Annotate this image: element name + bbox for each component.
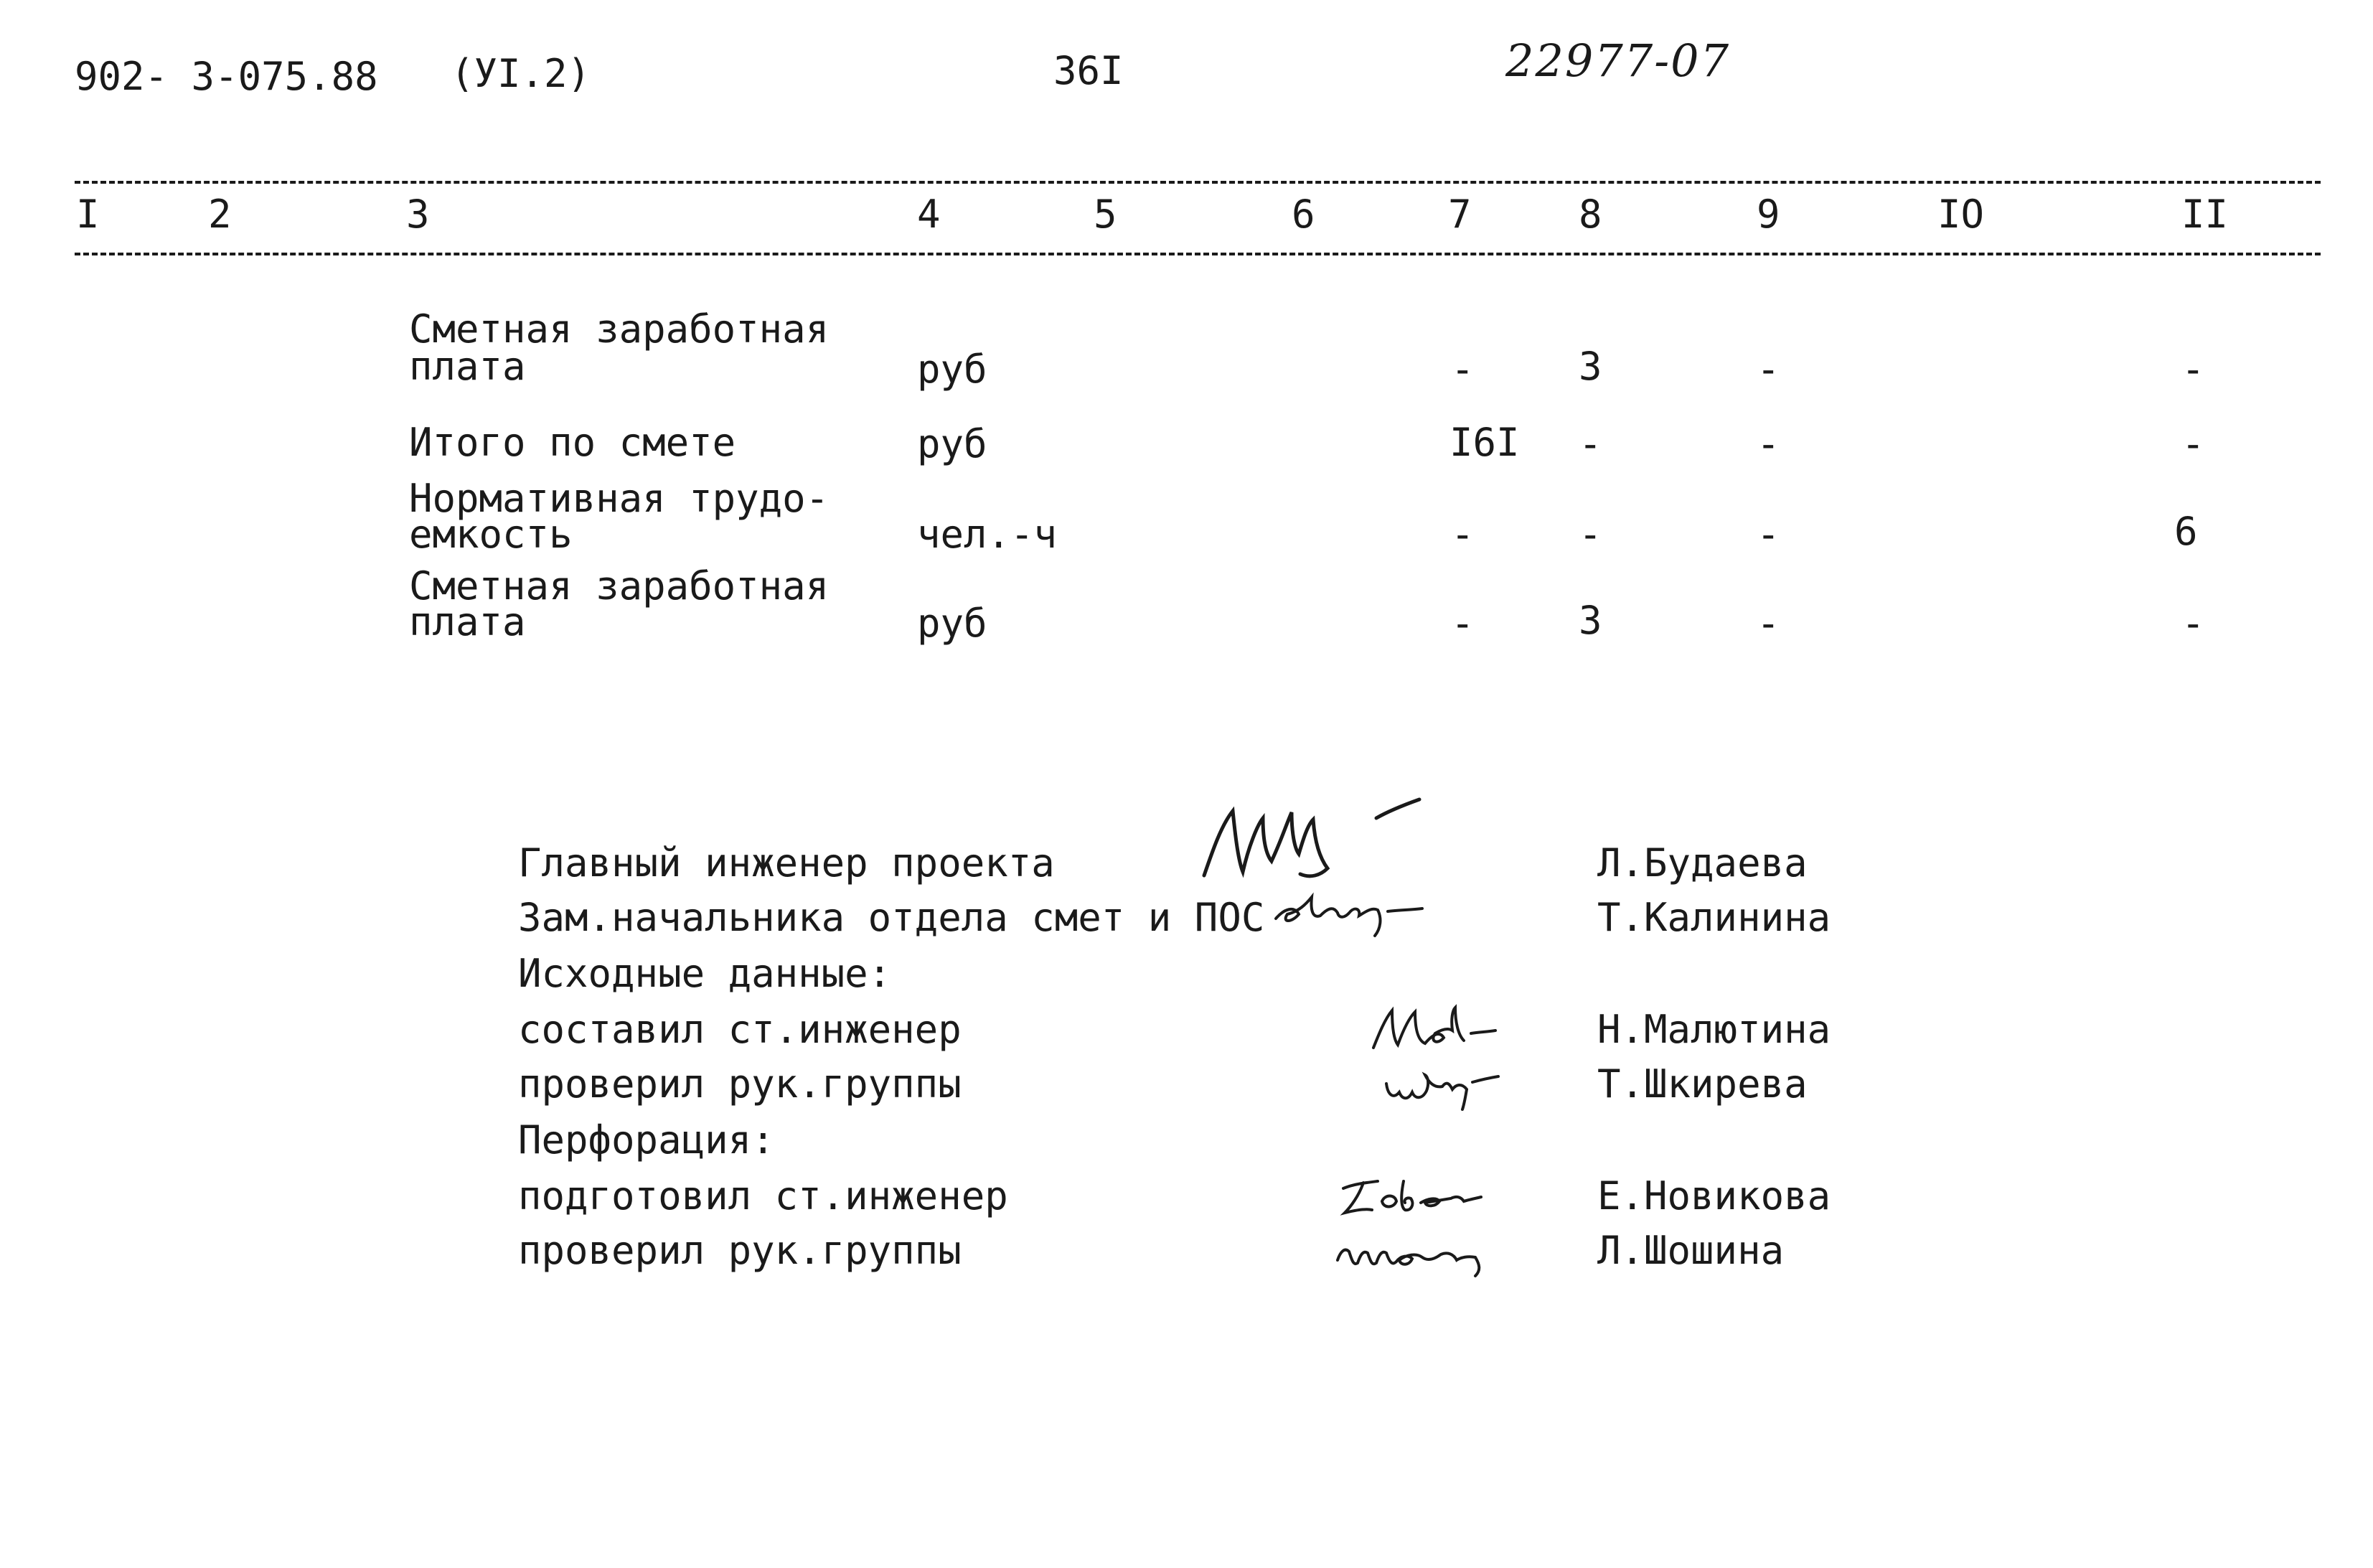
table-row-1-col9: - <box>1757 347 1780 392</box>
signature-heading-source-data: Исходные данные: <box>518 951 892 996</box>
table-row-1-label-line2: плата <box>409 344 526 389</box>
table-row-1-unit: руб <box>917 347 987 392</box>
table-header-bottom-rule <box>75 253 2321 255</box>
column-number-10: IO <box>1937 192 1985 237</box>
table-row-2-col7: I6I <box>1449 420 1520 465</box>
table-row-3-label-line1: Нормативная трудо- <box>409 476 830 521</box>
table-row-3-unit: чел.-ч <box>917 512 1058 557</box>
column-number-4: 4 <box>917 192 941 237</box>
column-number-8: 8 <box>1579 192 1602 237</box>
signature-heading-perforation: Перфорация: <box>518 1117 775 1163</box>
table-row-4-label-line1: Сметная заработная <box>409 563 830 609</box>
handwritten-signature-6 <box>1328 1226 1514 1283</box>
handwritten-signature-5 <box>1335 1167 1493 1224</box>
signature-name-5: Е.Новикова <box>1597 1173 1831 1219</box>
signature-name-6: Л.Шошина <box>1597 1228 1785 1273</box>
signature-role-3: составил ст.инженер <box>518 1007 962 1052</box>
table-row-1-col7: - <box>1451 347 1475 392</box>
signature-role-2: Зам.начальника отдела смет и ПОС <box>518 895 1265 940</box>
table-row-1-col8: 3 <box>1579 344 1602 389</box>
signature-role-4: проверил рук.группы <box>518 1061 962 1107</box>
column-number-3: 3 <box>406 192 430 237</box>
column-number-11: II <box>2181 192 2229 237</box>
section-code: (УI.2) <box>451 51 591 96</box>
column-number-2: 2 <box>208 192 232 237</box>
table-row-4-label-line2: плата <box>409 599 526 644</box>
signature-name-3: Н.Малютина <box>1597 1007 1831 1052</box>
handwritten-signature-3 <box>1363 997 1507 1062</box>
table-row-3-col9: - <box>1757 512 1780 557</box>
table-header-top-rule <box>75 181 2321 184</box>
table-row-2-label-line1: Итого по смете <box>409 420 736 465</box>
table-row-3-col8: - <box>1579 512 1602 557</box>
handwritten-number: 22977-07 <box>1505 34 1731 87</box>
table-row-4-unit: руб <box>917 601 987 646</box>
table-row-4-col7: - <box>1451 601 1475 646</box>
column-number-7: 7 <box>1448 192 1472 237</box>
column-number-9: 9 <box>1757 192 1780 237</box>
table-row-3-label-line2: емкость <box>409 512 573 557</box>
signature-name-4: Т.Шкирева <box>1597 1061 1808 1107</box>
handwritten-signature-4 <box>1378 1055 1507 1112</box>
table-row-2-col11: - <box>2181 421 2205 466</box>
signature-name-1: Л.Будаева <box>1597 840 1808 886</box>
table-row-4-col11: - <box>2181 601 2205 646</box>
signature-name-2: Т.Калинина <box>1597 895 1831 940</box>
signature-role-6: проверил рук.группы <box>518 1228 962 1273</box>
column-number-5: 5 <box>1094 192 1117 237</box>
table-row-2-unit: руб <box>917 421 987 466</box>
table-row-4-col9: - <box>1757 601 1780 646</box>
signature-role-1: Главный инженер проекта <box>518 840 1055 886</box>
table-row-2-col9: - <box>1757 421 1780 466</box>
column-number-1: I <box>76 192 100 237</box>
signature-role-5: подготовил ст.инженер <box>518 1173 1008 1219</box>
table-row-1-label-line1: Сметная заработная <box>409 306 830 352</box>
table-row-1-col11: - <box>2181 347 2205 392</box>
table-row-3-col11: 6 <box>2174 509 2198 554</box>
page-number: 36I <box>1053 48 1124 93</box>
table-row-3-col7: - <box>1451 512 1475 557</box>
column-number-6: 6 <box>1292 192 1315 237</box>
table-row-2-col8: - <box>1579 421 1602 466</box>
handwritten-signature-1 <box>1191 782 1449 897</box>
handwritten-signature-2 <box>1270 883 1449 940</box>
table-row-4-col8: 3 <box>1579 598 1602 643</box>
document-code: 902- 3-075.88 <box>75 54 378 99</box>
